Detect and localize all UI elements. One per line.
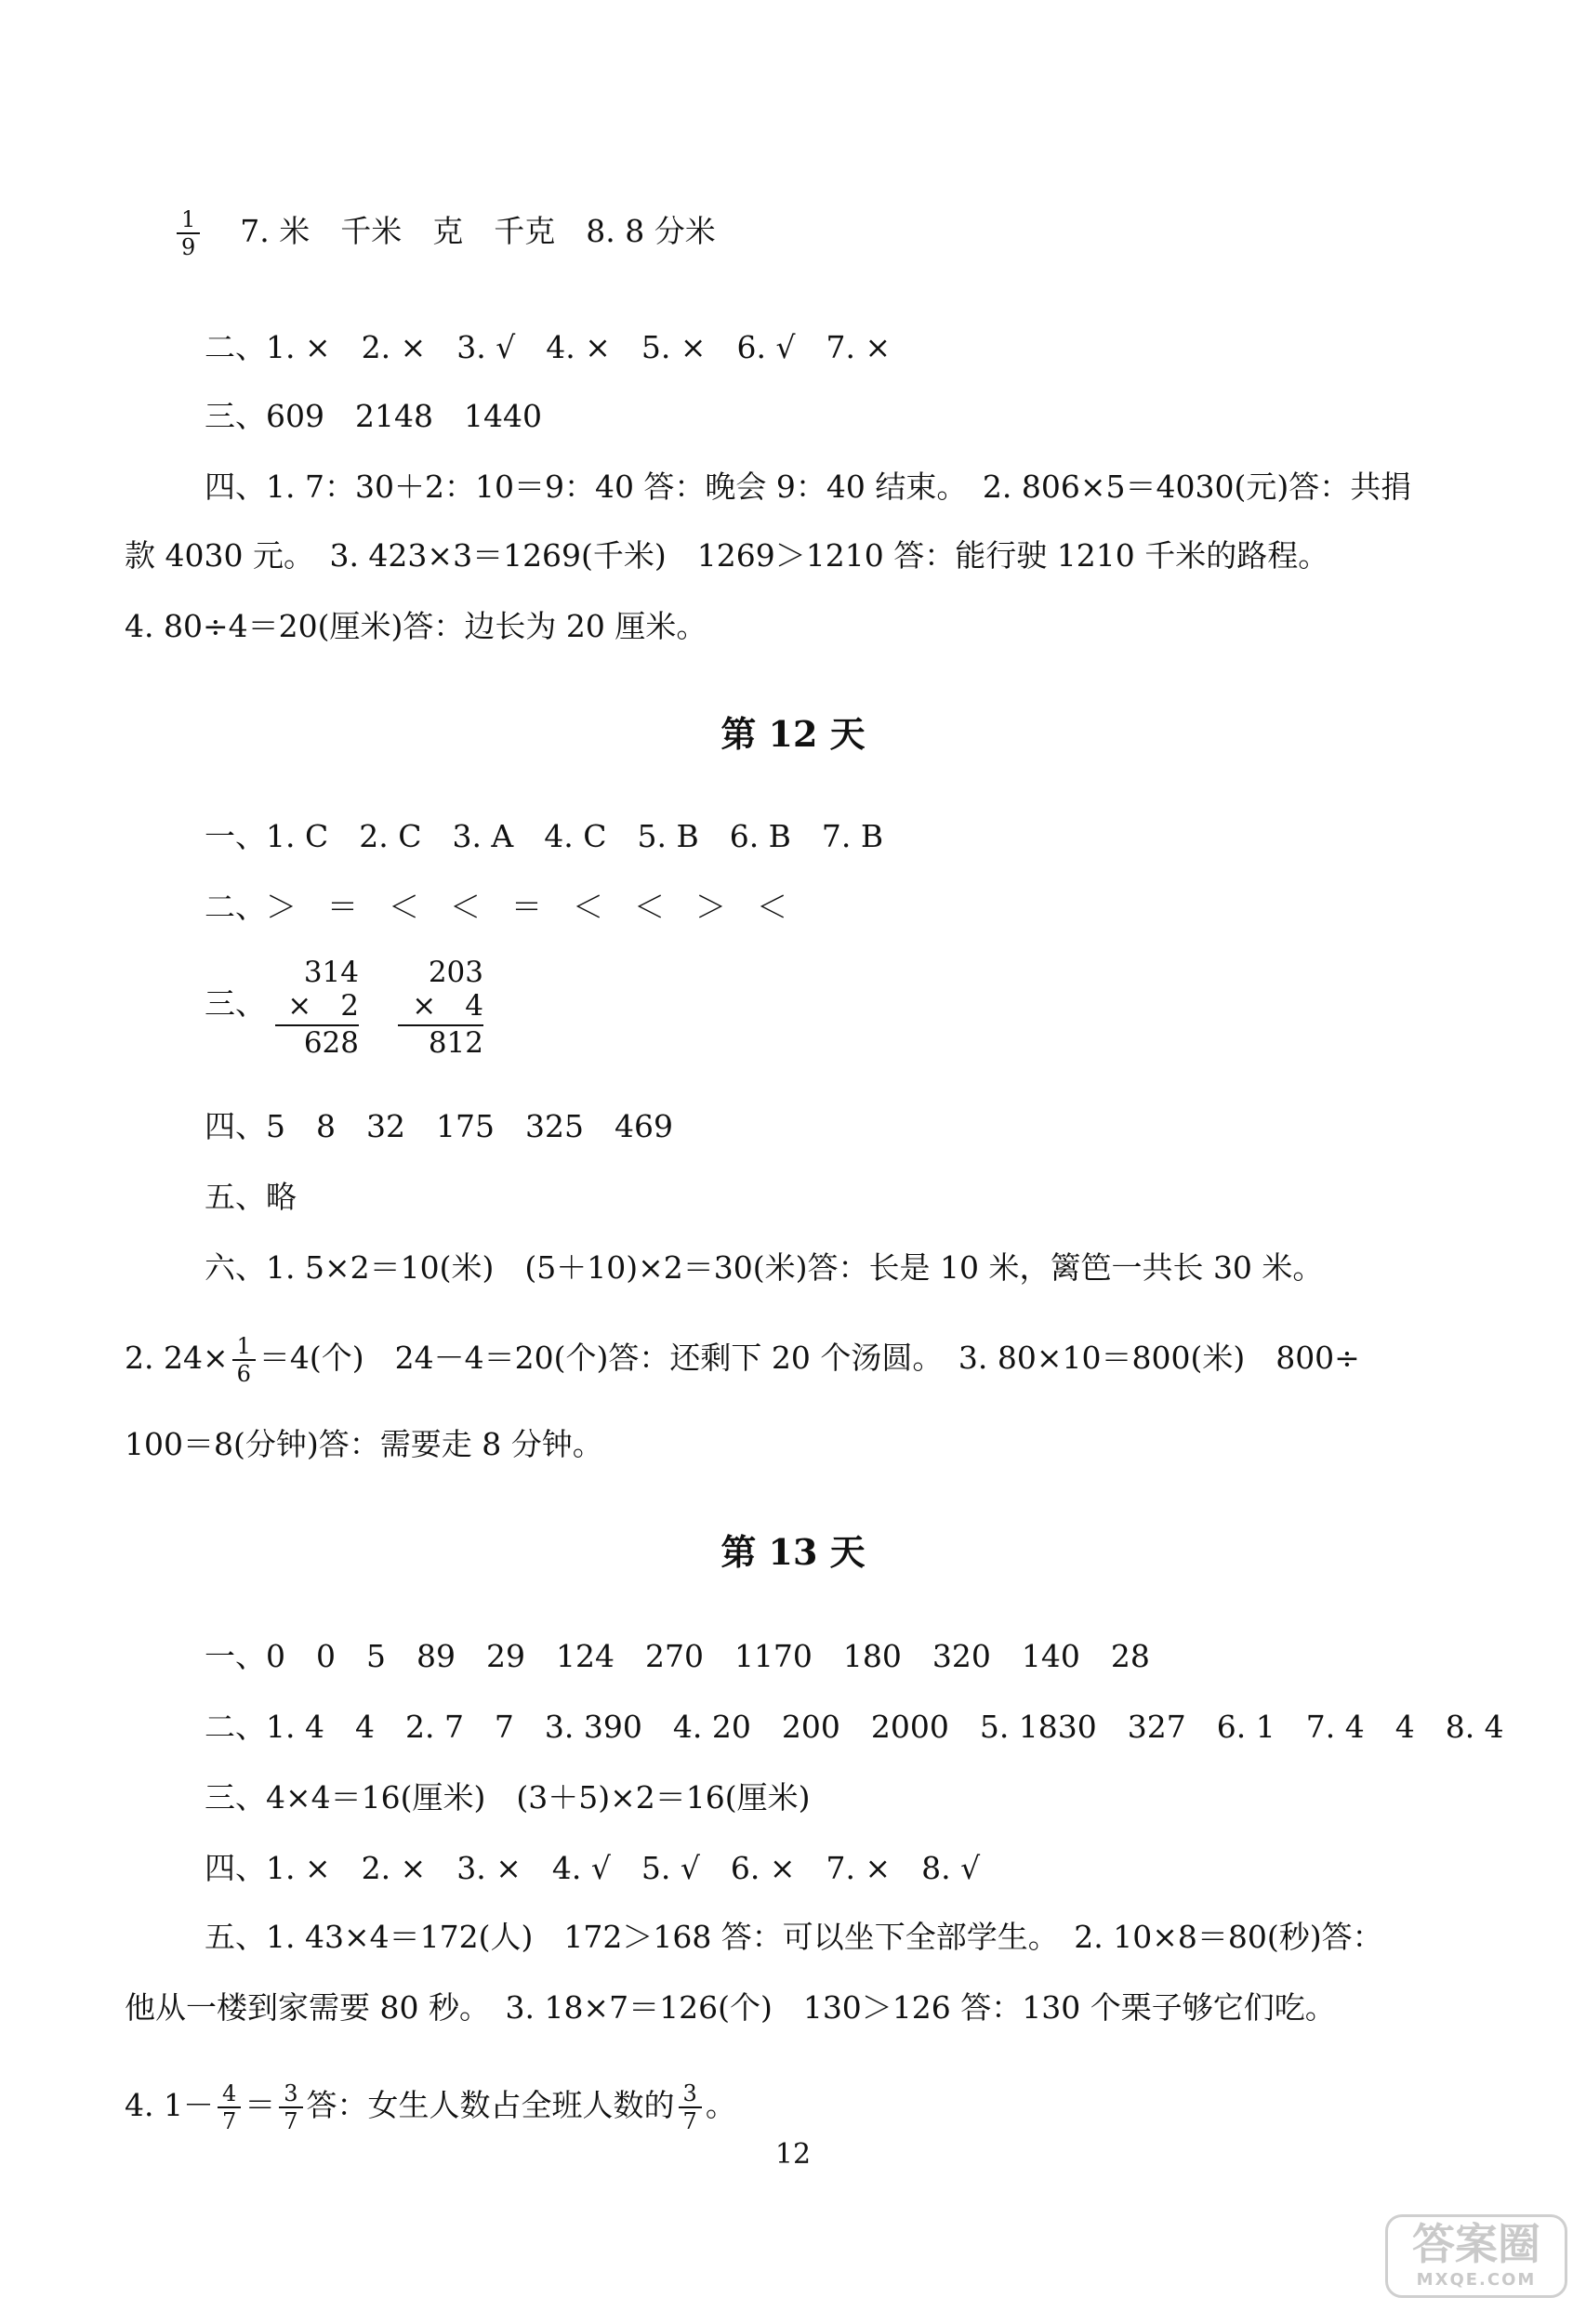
answer-text: 7. 米 千米 克 千克 8. 8 分米 — [240, 213, 716, 249]
answer-line: 2. 24× $\frac{1}{6}$ ＝4(个) 24－4＝20(个)答：还剩下 20 个汤圆。 3. 80×10＝800(米) 800÷ — [125, 1333, 1360, 1387]
answer-line: 4. 1－ $\frac{4}{7}$ ＝ $\frac{3}{7}$ 答：女生人数占全班人数的 $\frac{3}{7}$ 。 — [125, 2080, 736, 2134]
answer-line: 二、＞ ＝ ＜ ＜ ＝ ＜ ＜ ＞ ＜ — [205, 889, 787, 925]
watermark-logo: 答案圈 MXQE.COM — [1385, 2214, 1567, 2298]
page-number: 12 — [774, 2138, 812, 2171]
section-title-day12: 第 12 天 — [720, 713, 866, 755]
fraction: $\frac{3}{7}$ — [679, 2080, 702, 2134]
answer-line: 六、1. 5×2＝10(米) (5＋10)×2＝30(米)答：长是 10 米，篱笆一共长 30 米。 — [205, 1249, 1324, 1286]
answer-line: 二、1. × 2. × 3. √ 4. × 5. × 6. √ 7. × — [205, 329, 892, 365]
answer-line: 4. 80÷4＝20(厘米)答：边长为 20 厘米。 — [125, 608, 707, 644]
answer-line: 他从一楼到家需要 80 秒。 3. 18×7＝126(个) 130＞126 答：130 个栗子够它们吃。 — [125, 1989, 1336, 2026]
fraction: $\frac{1}{9}$ — [177, 206, 200, 260]
answer-line: 四、1. 7：30＋2：10＝9：40 答：晚会 9：40 结束。 2. 806×5＝4030(元)答：共捐 — [205, 469, 1412, 505]
vertical-calculation: 314 × 2 628 — [275, 956, 359, 1060]
answer-line: 四、1. × 2. × 3. × 4. √ 5. √ 6. × 7. × 8. √ — [205, 1850, 981, 1886]
answer-line: 款 4030 元。 3. 423×3＝1269(千米) 1269＞1210 答：能行驶 1210 千米的路程。 — [125, 537, 1329, 574]
answer-line: 五、略 — [205, 1179, 297, 1215]
answer-line: 一、0 0 5 89 29 124 270 1170 180 320 140 28 — [205, 1638, 1150, 1674]
answer-line: 五、1. 43×4＝172(人) 172＞168 答：可以坐下全部学生。 2. 10×8＝80(秒)答： — [205, 1919, 1383, 1955]
fraction: $\frac{3}{7}$ — [279, 2080, 302, 2134]
answer-line: 四、5 8 32 175 325 469 — [205, 1108, 673, 1144]
fraction: $\frac{1}{6}$ — [232, 1333, 256, 1387]
section-label: 三、 — [205, 985, 266, 1022]
fraction: $\frac{4}{7}$ — [218, 2080, 241, 2134]
answer-line: 一、1. C 2. C 3. A 4. C 5. B 6. B 7. B — [205, 818, 884, 854]
answer-line: 二、1. 4 4 2. 7 7 3. 390 4. 20 200 2000 5. 1830 327 6. 1 7. 4 4 8. 4 — [205, 1709, 1504, 1745]
answer-line: 100＝8(分钟)答：需要走 8 分钟。 — [125, 1426, 603, 1462]
answer-line-top — [173, 206, 716, 260]
answer-line: 三、4×4＝16(厘米) (3＋5)×2＝16(厘米) — [205, 1779, 811, 1816]
answer-line: 三、609 2148 1440 — [205, 398, 542, 434]
section-title-day13: 第 13 天 — [720, 1531, 866, 1573]
vertical-calculation: 203 × 4 812 — [398, 956, 483, 1060]
